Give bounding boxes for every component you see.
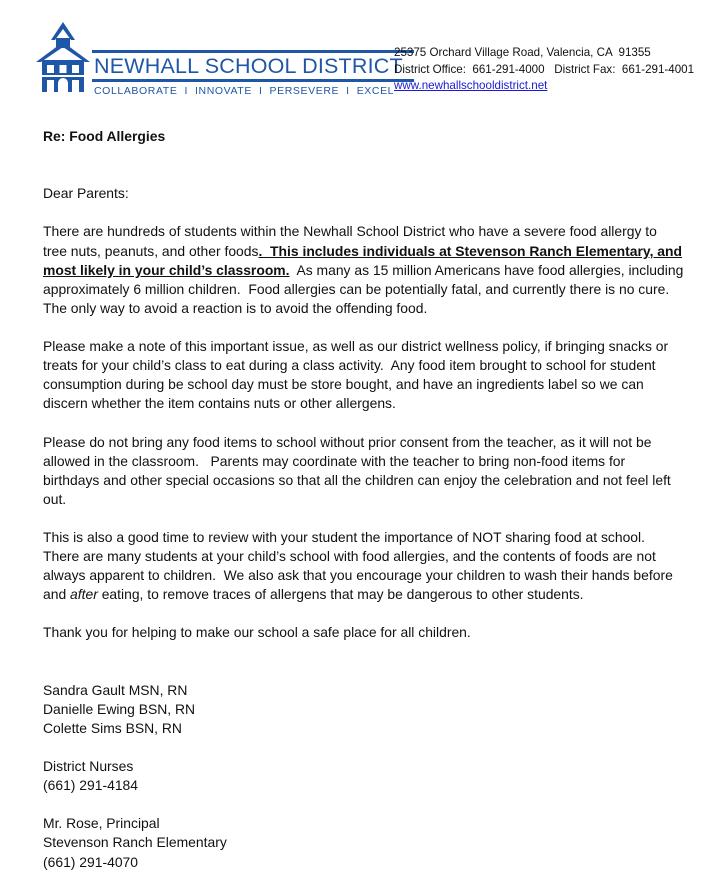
- principal-phone: (661) 291-4070: [43, 853, 138, 870]
- district-name: NEWHALL SCHOOL DISTRICT: [94, 54, 403, 78]
- paragraph-line: consumption during be school day must be store bought, and have an ingredients label so we can: [43, 376, 644, 393]
- text-run: and: [43, 586, 71, 603]
- school-name: Stevenson Ranch Elementary: [43, 834, 227, 851]
- logo-rule-top: [92, 50, 414, 53]
- schoolhouse-icon: [36, 20, 90, 94]
- paragraph-line: [43, 585, 703, 604]
- letter-body: [43, 127, 703, 872]
- paragraph-line: This is also a good time to review with your student the importance of NOT sharing food at school.: [43, 528, 645, 545]
- district-phones: District Office: 661-291-4000 District Fax: 661-291-4001: [394, 62, 695, 76]
- principal-name: Mr. Rose, Principal: [43, 815, 160, 832]
- italic-text: after: [70, 586, 98, 603]
- paragraph-line: There are hundreds of students within the Newhall School District who have a severe food allergy to: [43, 223, 657, 240]
- paragraph-line: treats for your child’s class to eat during a class activity. Any food item brought to school for student: [43, 357, 656, 374]
- paragraph-line: Please do not bring any food items to school without prior consent from the teacher, as it will not be: [43, 433, 652, 450]
- logo-rule-bottom: [92, 79, 414, 82]
- paragraph-line: The only way to avoid a reaction is to avoid the offending food.: [43, 299, 428, 316]
- paragraph-line: discern whether the item contains nuts or other allergens.: [43, 395, 396, 412]
- signatory-name: Sandra Gault MSN, RN: [43, 681, 188, 698]
- nurses-phone: (661) 291-4184: [43, 777, 138, 794]
- district-tagline: COLLABORATE I INNOVATE I PERSEVERE I EXCEL: [94, 85, 395, 97]
- signatory-name: Danielle Ewing BSN, RN: [43, 700, 196, 717]
- signatory-name: Colette Sims BSN, RN: [43, 719, 182, 736]
- paragraph-no-food-items: [43, 433, 703, 509]
- district-address: 25375 Orchard Village Road, Valencia, CA 91355: [394, 46, 651, 59]
- paragraph-line: birthdays and other special occasions so that all the children can enjoy the celebration and not feel left: [43, 471, 671, 488]
- paragraph-line: approximately 6 million children. Food allergies can be potentially fatal, and currently there is no cure.: [43, 280, 670, 297]
- paragraph-allergy-overview: [43, 222, 703, 317]
- paragraph-wellness-policy: [43, 337, 703, 413]
- text-run: tree nuts, peanuts, and other foods: [43, 242, 259, 259]
- nurse-signatures: [43, 681, 703, 738]
- text-run: eating, to remove traces of allergens that may be dangerous to other students.: [97, 586, 584, 603]
- district-logo-text: [92, 50, 414, 97]
- paragraph-line: [43, 261, 703, 280]
- salutation: Dear Parents:: [43, 185, 129, 202]
- paragraph-line: Please make a note of this important issue, as well as our district wellness policy, if bringing snacks or: [43, 338, 669, 355]
- emphasis-text: . This includes individuals at Stevenson Ranch Elementary, and: [258, 242, 682, 259]
- paragraph-line: always apparent to children. We also ask that you encourage your children to wash their hands before: [43, 567, 673, 584]
- nurses-title: District Nurses: [43, 758, 134, 775]
- emphasis-text: most likely in your child’s classroom.: [43, 261, 290, 278]
- paragraph-line: allowed in the classroom. Parents may coordinate with the teacher to bring non-food items for: [43, 452, 626, 469]
- paragraph-line: [43, 242, 703, 261]
- contact-block: [394, 45, 694, 95]
- paragraph-no-sharing: [43, 528, 703, 604]
- paragraph-line: There are many students at your child’s school with food allergies, and the contents of foods are not: [43, 548, 656, 565]
- letter-subject: Re: Food Allergies: [43, 128, 166, 144]
- letterhead: [36, 20, 716, 100]
- paragraph-line: out.: [43, 490, 67, 507]
- district-website-link[interactable]: www.newhallschooldistrict.net: [394, 79, 548, 92]
- closing-line: Thank you for helping to make our school a safe place for all children.: [43, 624, 471, 641]
- text-run: As many as 15 million Americans have food allergies, including: [289, 261, 684, 278]
